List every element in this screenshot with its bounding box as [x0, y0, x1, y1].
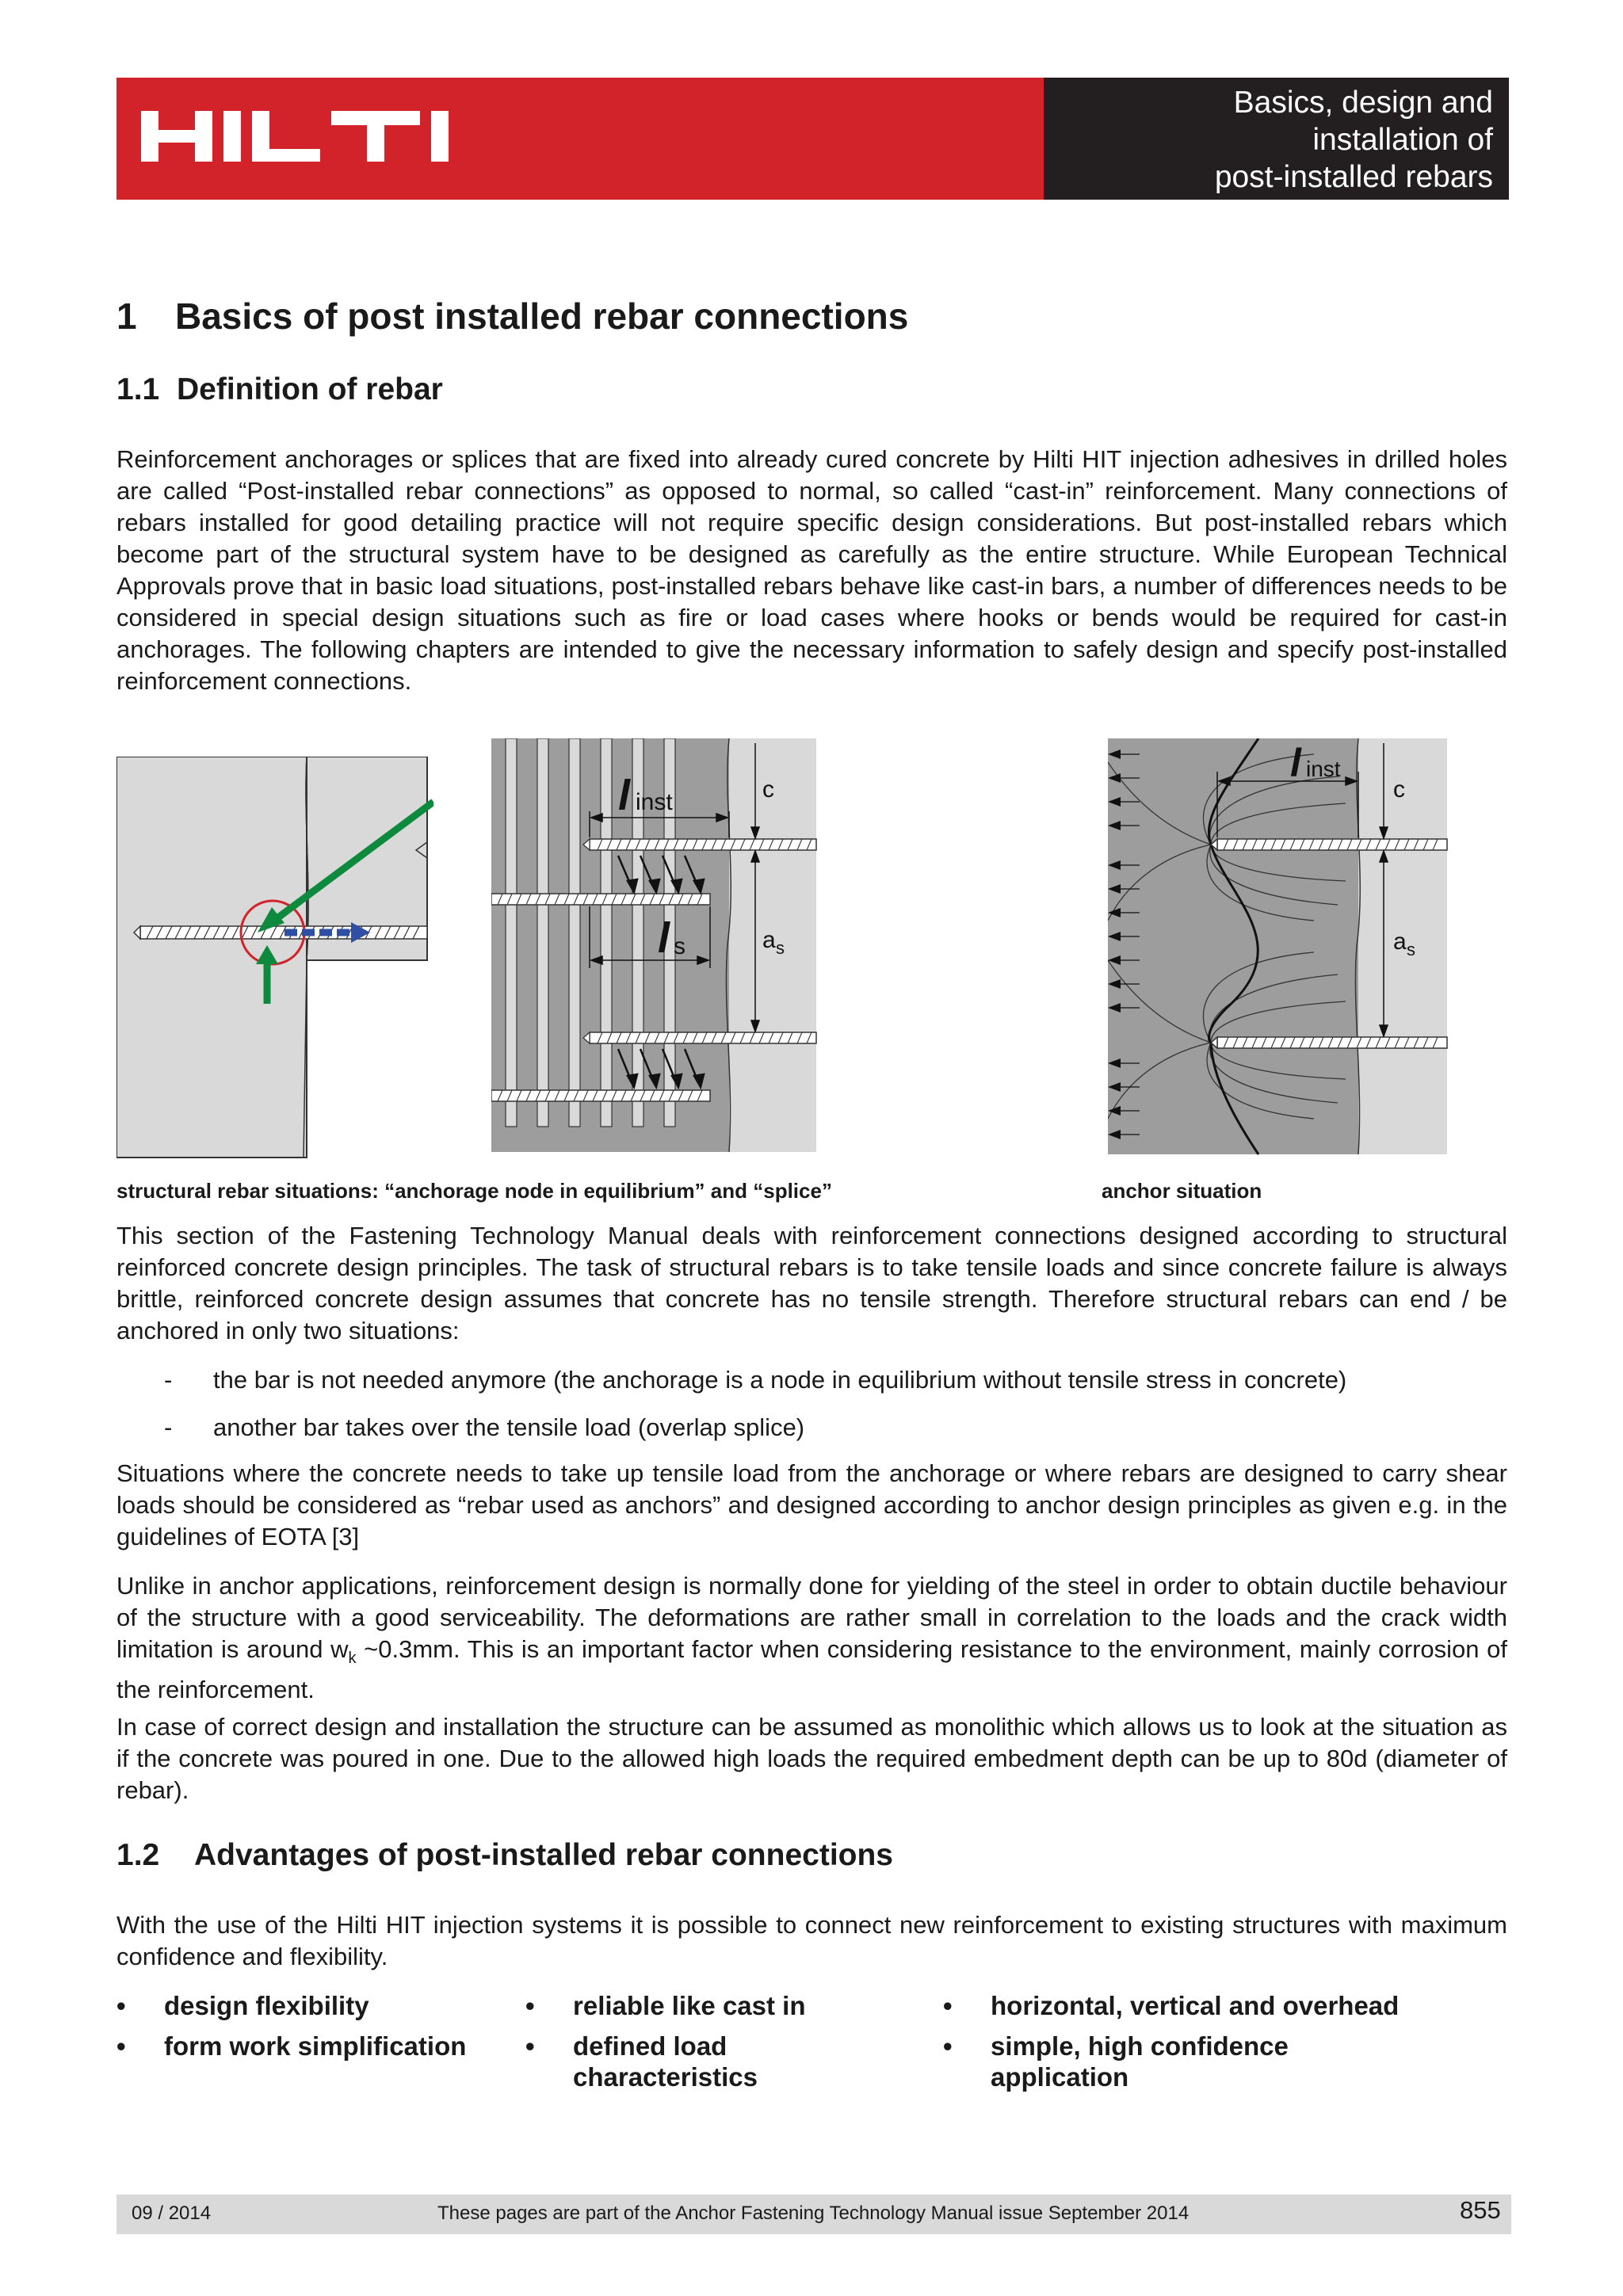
- list-item: [943, 2031, 1498, 2094]
- rebar: [134, 926, 427, 939]
- list-item: [525, 1990, 906, 2022]
- figure-caption-anchor: anchor situation: [1102, 1179, 1262, 1203]
- label-l-s: l: [658, 914, 670, 962]
- figure-caption-structural: structural rebar situations: “anchorage node in equilibrium” and “splice”: [116, 1179, 832, 1203]
- figure-splice: [491, 738, 818, 1154]
- label-inst-sub: inst: [1306, 757, 1341, 781]
- advantages-paragraph: With the use of the Hilti HIT injection systems it is possible to connect new reinforcement to existing structures with maximum confidence and flexibility.: [116, 1911, 1507, 1970]
- bullet-icon: •: [525, 1991, 535, 2020]
- list-item: [943, 1990, 1498, 2022]
- footer-date: 09 / 2014: [132, 2203, 212, 2224]
- section-number: 1.2: [116, 1838, 160, 1872]
- label-inst-sub: inst: [636, 789, 673, 815]
- section-title: Basics of post installed rebar connections: [175, 296, 909, 337]
- list-item: [116, 1990, 529, 2022]
- advantage-text: horizontal, vertical and overhead: [991, 1991, 1400, 2020]
- text-run: ~0.3mm. This is an important factor when considering resistance to the environment, mainly corrosion of the reinforcement.: [116, 1635, 1507, 1704]
- page-number: 855: [1460, 2196, 1501, 2224]
- label-l-inst: l: [1290, 741, 1301, 785]
- header-title-box: [1044, 78, 1509, 200]
- list-item: [525, 2031, 858, 2094]
- section-1-2-heading: [116, 1838, 893, 1873]
- advantage-text: reliable like cast in: [573, 1991, 806, 2020]
- text-run: Unlike in anchor applications, reinforcement design is normally done for yielding of the steel in order to obtain ductile behaviour of the structure with a good serviceability. The deformations are rather small in correlation to the loads and the crack width limitation is around w: [116, 1572, 1507, 1663]
- dash-bullet: -: [164, 1366, 173, 1394]
- advantage-text: form work simplification: [164, 2031, 467, 2061]
- dash-bullet: -: [164, 1413, 173, 1441]
- list-item: [116, 2031, 529, 2062]
- section-1-heading: [116, 295, 908, 338]
- body-paragraph: [116, 1570, 1507, 1706]
- footer-note: These pages are part of the Anchor Fastening Technology Manual issue September 2014: [437, 2203, 1190, 2224]
- bullet-icon: •: [116, 1991, 126, 2020]
- section-number: 1: [116, 296, 137, 337]
- body-paragraph: In case of correct design and installation the structure can be assumed as monolithic which allows us to look at the situation as if the concrete was poured in one. Due to the allowed high loads the required embedment depth can be up to 80d (diameter of rebar).: [116, 1713, 1507, 1804]
- section-number: 1.1: [116, 372, 160, 406]
- bullet-icon: •: [525, 2031, 535, 2061]
- section-1-1-heading: [116, 372, 443, 407]
- list-item-text: another bar takes over the tensile load (overlap splice): [213, 1413, 805, 1441]
- label-l-inst: l: [618, 772, 631, 819]
- subscript-k: k: [348, 1650, 357, 1668]
- bullet-icon: •: [943, 1991, 953, 2020]
- label-a: a: [762, 927, 776, 953]
- advantage-text: design flexibility: [164, 1991, 369, 2020]
- advantage-text: simple, high confidence application: [991, 2031, 1289, 2092]
- figure-anchor-situation: [1108, 738, 1449, 1157]
- label-a-sub: s: [1407, 940, 1415, 959]
- hilti-logo: [141, 111, 498, 168]
- advantage-text: defined load characteristics: [573, 2031, 758, 2092]
- section-title: Advantages of post-installed rebar connections: [194, 1838, 893, 1872]
- label-c: c: [762, 776, 774, 803]
- section-title: Definition of rebar: [177, 372, 443, 406]
- list-item-text: the bar is not needed anymore (the anchorage is a node in equilibrium without tensile stress in concrete): [213, 1366, 1347, 1394]
- label-c: c: [1393, 776, 1405, 803]
- body-paragraph: This section of the Fastening Technology Manual deals with reinforcement connections designed according to structural reinforced concrete design principles. The task of structural rebars is to take tensile loads and since concrete failure is always brittle, reinforced concrete design assumes that concrete has no tensile strength. Therefore structural rebars can end / be anchored in only two situations:: [116, 1222, 1507, 1344]
- body-paragraph: Situations where the concrete needs to take up tensile load from the anchorage or where rebars are designed to carry shear loads should be considered as “rebar used as anchors” and designed according to anchor design principles as given e.g. in the guidelines of EOTA [3]: [116, 1459, 1507, 1550]
- header-title-line: Basics, design and: [1233, 86, 1493, 120]
- figure-anchorage-node: [116, 757, 433, 1161]
- bullet-icon: •: [943, 2031, 953, 2061]
- label-s-sub: s: [674, 933, 685, 959]
- header-title-line: installation of: [1312, 123, 1493, 157]
- label-a-sub: s: [776, 938, 785, 958]
- bullet-icon: •: [116, 2031, 126, 2061]
- definition-paragraph: Reinforcement anchorages or splices that are fixed into already cured concrete by Hilti HIT injection adhesives in drilled holes are called “Post-installed rebar connections” as opposed to normal, so called “cast-in” reinforcement. Many connections of rebars installed for good detailing practice will not require specific design considerations. But post-installed rebars which become part of the structural system have to be designed as carefully as the entire structure. While European Technical Approvals prove that in basic load situations, post-installed rebars behave like cast-in bars, a number of differences needs to be considered in special design situations such as fire or load cases where hooks or bends would be required for cast-in anchorages. The following chapters are intended to give the necessary information to safely design and specify post-installed reinforcement connections.: [116, 445, 1507, 695]
- label-a: a: [1393, 929, 1407, 955]
- header-title-line: post-installed rebars: [1214, 160, 1493, 194]
